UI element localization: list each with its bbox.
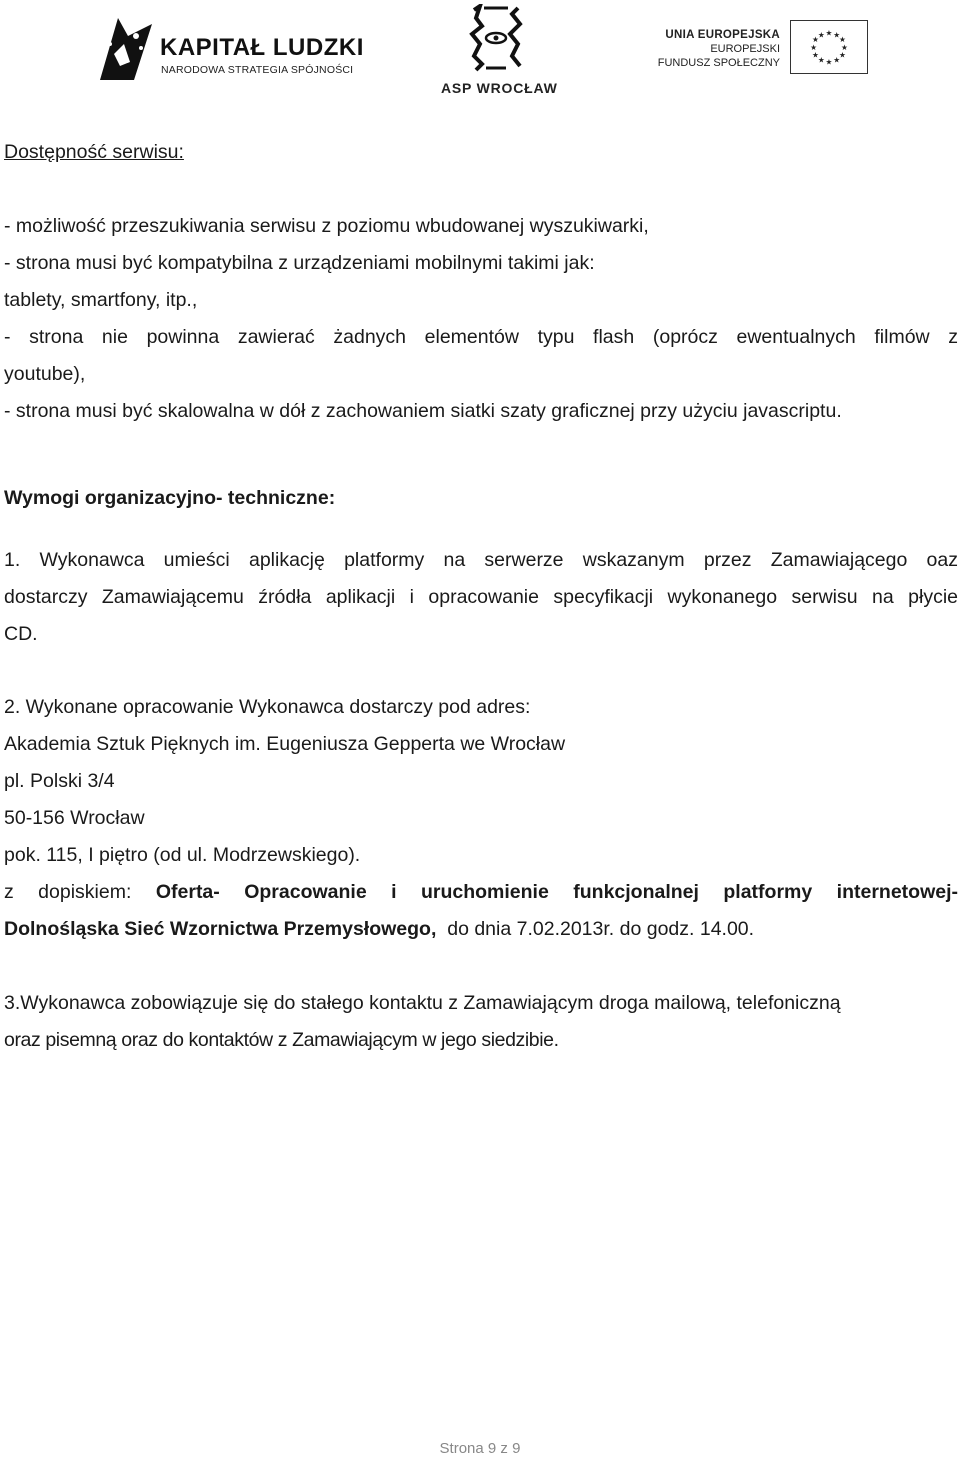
svg-text:★: ★ bbox=[833, 30, 841, 40]
list-item: - możliwość przeszukiwania serwisu z poziomu wbudowanej wyszukiwarki, bbox=[4, 215, 649, 237]
note-prefix: z dopiskiem: bbox=[4, 881, 132, 903]
svg-text:★: ★ bbox=[833, 55, 841, 65]
svg-text:★: ★ bbox=[812, 50, 819, 60]
svg-text:★: ★ bbox=[817, 55, 825, 65]
asp-name: ASP WROCŁAW bbox=[441, 80, 558, 96]
list-item: youtube), bbox=[4, 363, 86, 385]
svg-text:★: ★ bbox=[840, 42, 848, 52]
paragraph-line: CD. bbox=[4, 623, 38, 645]
svg-text:★: ★ bbox=[839, 35, 846, 45]
paragraph-line: oraz pisemną oraz do kontaktów z Zamawiającym w jego siedzibie. bbox=[4, 1029, 559, 1051]
address-line: pl. Polski 3/4 bbox=[4, 770, 115, 792]
address-line: 50-156 Wrocław bbox=[4, 807, 145, 829]
section-heading-wymogi: Wymogi organizacyjno- techniczne: bbox=[4, 487, 336, 509]
note-line-1 bbox=[4, 874, 958, 911]
svg-text:★: ★ bbox=[817, 30, 825, 40]
paragraph-line: 3.Wykonawca zobowiązuje się do stałego kontaktu z Zamawiającym droga mailową, telefoniczną bbox=[4, 992, 841, 1014]
eu-line3: FUNDUSZ SPOŁECZNY bbox=[657, 57, 780, 69]
section-heading-dostepnosc: Dostępność serwisu: bbox=[4, 141, 184, 163]
kapital-ludzki-logo bbox=[94, 14, 364, 84]
paragraph-line: 2. Wykonane opracowanie Wykonawca dostarczy pod adres: bbox=[4, 696, 531, 718]
paragraph-line: 1. Wykonawca umieści aplikację platformy na serwerze wskazanym przez Zamawiającego oaz bbox=[4, 549, 958, 571]
note-deadline: do dnia 7.02.2013r. do godz. 14.00. bbox=[436, 918, 755, 940]
svg-text:★: ★ bbox=[839, 50, 846, 60]
page-number: Strona 9 z 9 bbox=[439, 1440, 521, 1457]
eu-flag-icon bbox=[790, 20, 868, 74]
note-line-2 bbox=[4, 911, 754, 948]
kapital-ludzki-subtitle: NARODOWA STRATEGIA SPÓJNOŚCI bbox=[161, 64, 354, 76]
kapital-ludzki-title: KAPITAŁ LUDZKI bbox=[160, 34, 364, 61]
paragraph-line: dostarczy Zamawiającemu źródła aplikacji i opracowanie specyfikacji wykonanego serwisu na płycie bbox=[4, 586, 958, 608]
svg-text:★: ★ bbox=[810, 42, 818, 52]
svg-text:★: ★ bbox=[812, 35, 819, 45]
list-item: - strona musi być skalowalna w dół z zachowaniem siatki szaty graficznej przy użyciu javascriptu. bbox=[4, 400, 842, 422]
eu-text bbox=[658, 28, 780, 70]
svg-text:★: ★ bbox=[825, 28, 833, 38]
page-header bbox=[0, 0, 960, 110]
list-item: tablety, smartfony, itp., bbox=[4, 289, 198, 311]
list-item: - strona musi być kompatybilna z urządzeniami mobilnymi takimi jak: bbox=[4, 252, 595, 274]
svg-text:★: ★ bbox=[825, 57, 833, 67]
address-line: Akademia Sztuk Pięknych im. Eugeniusza Gepperta we Wrocław bbox=[4, 733, 566, 755]
note-title-part1: Oferta- Opracowanie i uruchomienie funkcjonalnej platformy internetowej- bbox=[155, 881, 958, 903]
eu-logo bbox=[648, 20, 868, 76]
asp-wroclaw-logo bbox=[438, 4, 558, 100]
address-line: pok. 115, I piętro (od ul. Modrzewskiego). bbox=[4, 844, 361, 866]
asp-emblem bbox=[466, 4, 526, 72]
eu-line2: EUROPEJSKI bbox=[710, 43, 780, 55]
kapital-ludzki-emblem bbox=[94, 14, 154, 82]
note-title-part2: Dolnośląska Sieć Wzornictwa Przemysłowego, bbox=[4, 918, 437, 940]
list-item: - strona nie powinna zawierać żadnych elementów typu flash (oprócz ewentualnych filmów z bbox=[4, 326, 958, 348]
eu-line1: UNIA EUROPEJSKA bbox=[665, 29, 780, 41]
